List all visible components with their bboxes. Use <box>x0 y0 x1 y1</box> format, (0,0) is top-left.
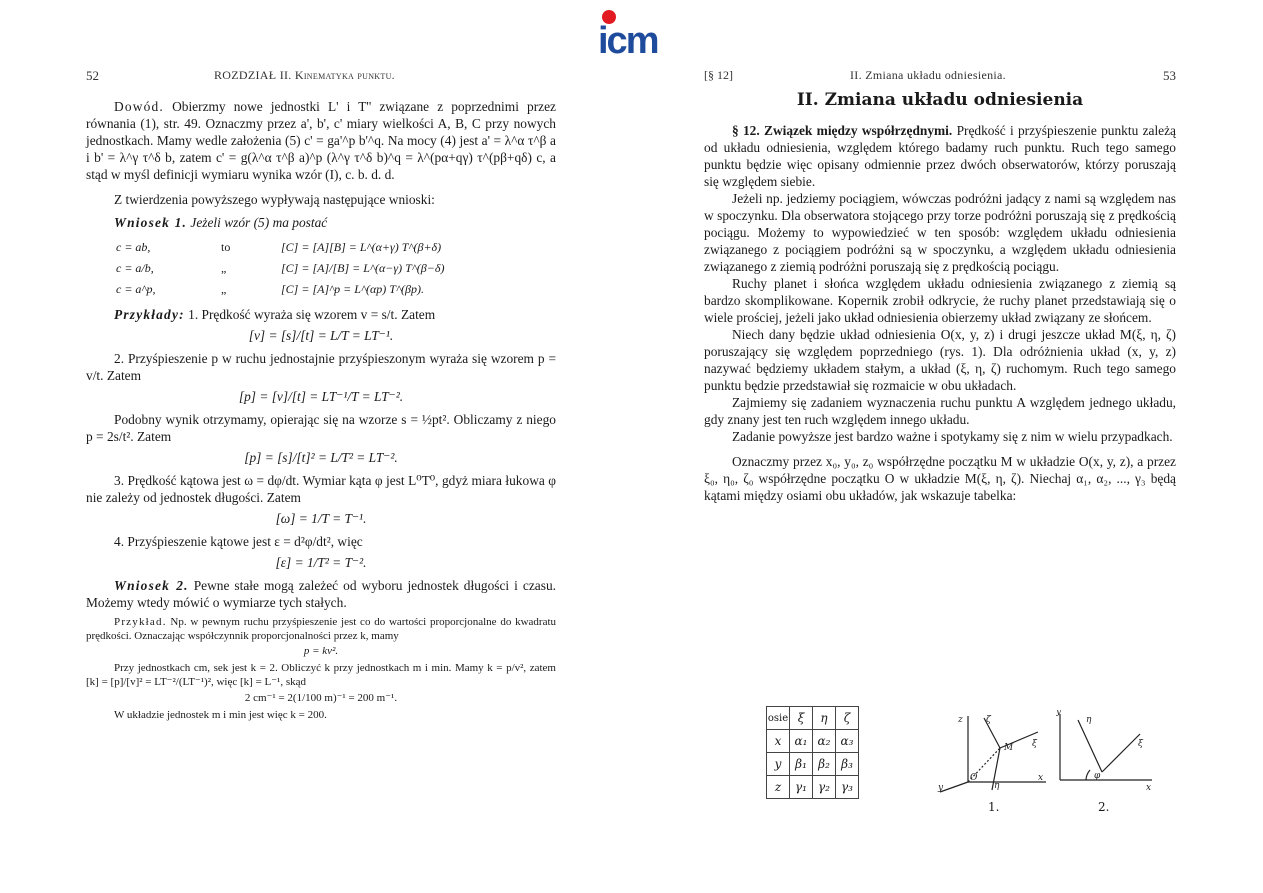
fig1-label: x <box>1038 773 1044 783</box>
examples-label: Przykłady: <box>114 307 185 322</box>
fig1-label: M <box>1004 743 1014 753</box>
small-example-paragraph <box>86 615 556 643</box>
proof-paragraph <box>86 98 556 183</box>
example-4: 4. Przyśpieszenie kątowe jest ε = d²φ/dt², więc <box>114 534 363 549</box>
formula-5: [ε] = 1/T² = T⁻². <box>275 555 367 570</box>
angle-table <box>766 706 859 799</box>
small-example-text-2: Przy jednostkach cm, sek jest k = 2. Obliczyć k przy jednostkach m i min. Mamy k = p/v², zatem [k] = [p]/[v]² = LT⁻²/(LT⁻¹)², więc [k] = L⁻¹, skąd <box>86 662 556 688</box>
corollary-2-label: Wniosek 2. <box>114 578 189 593</box>
icm-logo <box>598 10 678 62</box>
fig2-label: x <box>1146 783 1152 793</box>
small-example-text: Np. w pewnym ruchu przyśpieszenie jest co do wartości proporcjonalne do kwadratu prędkości. Oznaczając współczynnik proporcjonalności przez k, mamy <box>86 616 557 642</box>
case-row <box>116 279 454 300</box>
case-word: to <box>221 240 231 254</box>
case-expr: c = a/b, <box>116 261 154 275</box>
angle-header-cell: ζ <box>836 707 859 730</box>
section-ref: [§ 12] <box>704 68 733 82</box>
cases-table <box>116 237 454 300</box>
figure-2 <box>1056 710 1156 794</box>
paragraph-1 <box>704 122 1176 190</box>
fig1-label: z <box>958 715 963 725</box>
angle-table-row <box>767 776 859 799</box>
right-running-head <box>704 62 1176 84</box>
right-page-number: 53 <box>1163 68 1176 83</box>
proof-lead: Dowód. <box>114 99 164 114</box>
case-expr: c = a^p, <box>116 282 156 296</box>
fig2-xi-axis <box>1102 734 1140 772</box>
paragraph-3: Ruchy planet i słońca względem układu odniesienia związanego z ziemią są bardzo skomplikowane. Kopernik zrobił odkrycie, że ruchy planet przedstawiają się o wiele prościej, jeżeli jako układ odniesienia obierzemy układ związany ze słońcem. <box>704 276 1176 325</box>
angle-table-header <box>767 707 859 730</box>
example-1 <box>86 306 556 323</box>
right-running-title: II. Zmiana układu odniesienia. <box>850 68 1006 82</box>
corollary-1-label: Wniosek 1. <box>114 215 188 230</box>
case-result: [C] = [A]/[B] = L^(α−γ) T^(β−δ) <box>281 261 445 275</box>
fig2-eta-axis <box>1078 720 1102 772</box>
fig1-label: ξ <box>1032 739 1037 749</box>
small-formula-2: 2 cm⁻¹ = 2(1/100 m)⁻¹ = 200 m⁻¹. <box>244 692 398 704</box>
small-example-label: Przykład. <box>114 616 167 628</box>
angle-cell: z <box>767 776 790 799</box>
case-word: „ <box>221 282 227 296</box>
similar-result: Podobny wynik otrzymamy, opierając się na wzorze s = ½pt². Obliczamy z niego p = 2s/t². Zatem <box>86 412 556 444</box>
angle-cell: γ₁ <box>790 776 813 799</box>
case-row <box>116 237 454 258</box>
corollary-1-text: Jeżeli wzór (5) ma postać <box>190 215 328 230</box>
logo-text: icm <box>598 20 658 62</box>
small-example-text-3: W układzie jednostek m i min jest więc k = 200. <box>114 709 327 721</box>
fig1-y-axis <box>940 782 968 792</box>
paragraph-1-text: Prędkość i przyśpieszenie punktu zależą od układu odniesienia, względem którego badamy ruch punktu. Ruch tego samego punktu będzie więc opisany odmiennie przez dwóch obserwatorów, którzy poruszają się względem siebie. <box>704 123 1177 189</box>
angle-table-row <box>767 730 859 753</box>
paragraph-2: Jeżeli np. jedziemy pociągiem, wówczas podróżni jadący z nami są względem nas w spoczynku. Dla obserwatora stojącego przy torze podróżni poruszają się z prędkością pociągu. Możemy to wypowiedzieć w ten sposób: względem układu odniesienia związanego z pociągiem podróżni są w spoczynku, a względem układu odniesienia związanego z ziemią podróżni poruszają się z prędkością pociągu. <box>704 191 1176 274</box>
section-heading: § 12. Związek między współrzędnymi. <box>732 123 953 138</box>
figure-1-caption: 1. <box>988 800 1000 814</box>
table-and-figures <box>704 696 1176 820</box>
fig2-label: y <box>1056 710 1062 717</box>
left-page-number: 52 <box>86 68 99 83</box>
example-1-text: 1. Prędkość wyraża się wzorem v = s/t. Zatem <box>188 307 436 322</box>
formula-3: [p] = [s]/[t]² = L/T² = LT⁻². <box>244 450 398 465</box>
example-2: 2. Przyśpieszenie p w ruchu jednostajnie przyśpieszonym wyraża się wzorem p = v/t. Zatem <box>86 351 556 383</box>
small-example <box>86 615 556 722</box>
corollary-2-text: Pewne stałe mogą zależeć od wyboru jednostek długości i czasu. Możemy wtedy mówić o wymiarze tych stałych. <box>86 578 556 610</box>
example-3: 3. Prędkość kątowa jest ω = dφ/dt. Wymiar kąta φ jest L⁰T⁰, gdyż miara łukowa φ nie zależy od jednostek długości. Zatem <box>86 473 556 505</box>
fig1-label: y <box>938 783 944 793</box>
case-row <box>116 258 454 279</box>
angle-cell: α₁ <box>790 730 813 753</box>
angle-cell: y <box>767 753 790 776</box>
paragraph-7: Oznaczmy przez x₀, y₀, z₀ współrzędne początku M w układzie O(x, y, z), a przez ξ₀, η₀, ζ₀ współrzędne początku O w układzie M(ξ, η, ζ). Niechaj α₁, α₂, ..., γ₃ będą kątami między osiami obu układów, jak wskazuje tabelka: <box>704 454 1176 503</box>
angle-header-cell: osie <box>767 707 790 730</box>
corollary-2 <box>86 577 556 611</box>
formula-2: [p] = [v]/[t] = LT⁻¹/T = LT⁻². <box>238 389 404 404</box>
left-page <box>86 62 556 722</box>
figure-1 <box>934 710 1054 794</box>
angle-cell: γ₃ <box>836 776 859 799</box>
angle-header-cell: ξ <box>790 707 813 730</box>
formula-4: [ω] = 1/T = T⁻¹. <box>275 511 367 526</box>
fig2-label: η <box>1086 715 1092 725</box>
fig2-label: φ <box>1094 771 1101 781</box>
angle-cell: x <box>767 730 790 753</box>
fig1-label: O <box>970 773 978 783</box>
angle-cell: α₂ <box>813 730 836 753</box>
left-running-head <box>86 62 556 84</box>
figure-2-caption: 2. <box>1098 800 1110 814</box>
angle-cell: γ₂ <box>813 776 836 799</box>
angle-cell: β₁ <box>790 753 813 776</box>
fig2-angle-arc <box>1086 770 1090 780</box>
right-page <box>704 62 1176 504</box>
formula-1: [v] = [s]/[t] = L/T = LT⁻¹. <box>248 328 394 343</box>
case-expr: c = ab, <box>116 240 151 254</box>
paragraph-4: Niech dany będzie układ odniesienia O(x, y, z) i drugi jeszcze układ M(ξ, η, ζ) poruszający się względem poprzedniego (rys. 1). Dla odróżnienia układ (x, y, z) nazywać będziemy układem stałym, a układ (ξ, η, ζ) ruchomym. Ruch tego samego punktu będzie przedstawiał się rozmaicie w obu układach. <box>704 327 1176 393</box>
fig2-label: ξ <box>1138 739 1143 749</box>
angle-table-row <box>767 753 859 776</box>
case-result: [C] = [A][B] = L^(α+γ) T^(β+δ) <box>281 240 442 254</box>
fig1-label: η <box>994 781 1000 791</box>
proof-text: Obierzmy nowe jednostki L' i T'' związane z poprzednimi przez równania (1), str. 49. Oznaczmy przez a', b', c' miary wielkości A, B, C przy nowych jednostkach. Mamy wedle założenia (5) c' = ga'^p b'^q. Na mocy (4) jest a' = λ^α τ^β a i b' = λ^γ τ^δ b, zatem c' = g(λ^α τ^β a)^p (λ^γ τ^δ b)^q = λ^(pα+qγ) τ^(pβ+qδ) c, a stąd w myśl definicji wymiaru wynika wzór (I), c. b. d. d. <box>86 99 556 182</box>
conclusions-intro: Z twierdzenia powyższego wypływają następujące wnioski: <box>114 192 435 207</box>
angle-header-cell: η <box>813 707 836 730</box>
case-word: „ <box>221 261 227 275</box>
paragraph-6: Zadanie powyższe jest bardzo ważne i spotykamy się z nim w wielu przypadkach. <box>732 429 1173 444</box>
left-running-title: ROZDZIAŁ II. Kinematyka punktu. <box>214 68 395 82</box>
chapter-title: II. Zmiana układu odniesienia <box>796 90 1084 110</box>
angle-cell: β₃ <box>836 753 859 776</box>
angle-cell: β₂ <box>813 753 836 776</box>
paragraph-5: Zajmiemy się zadaniem wyznaczenia ruchu punktu A względem jednego układu, gdy znany jest ten ruch względem innego układu. <box>704 395 1176 427</box>
small-formula-1: p = kv². <box>303 645 339 657</box>
corollary-1 <box>86 214 556 231</box>
case-result: [C] = [A]^p = L^(αp) T^(βp). <box>281 282 425 296</box>
angle-cell: α₃ <box>836 730 859 753</box>
fig1-label: ζ <box>986 715 991 725</box>
